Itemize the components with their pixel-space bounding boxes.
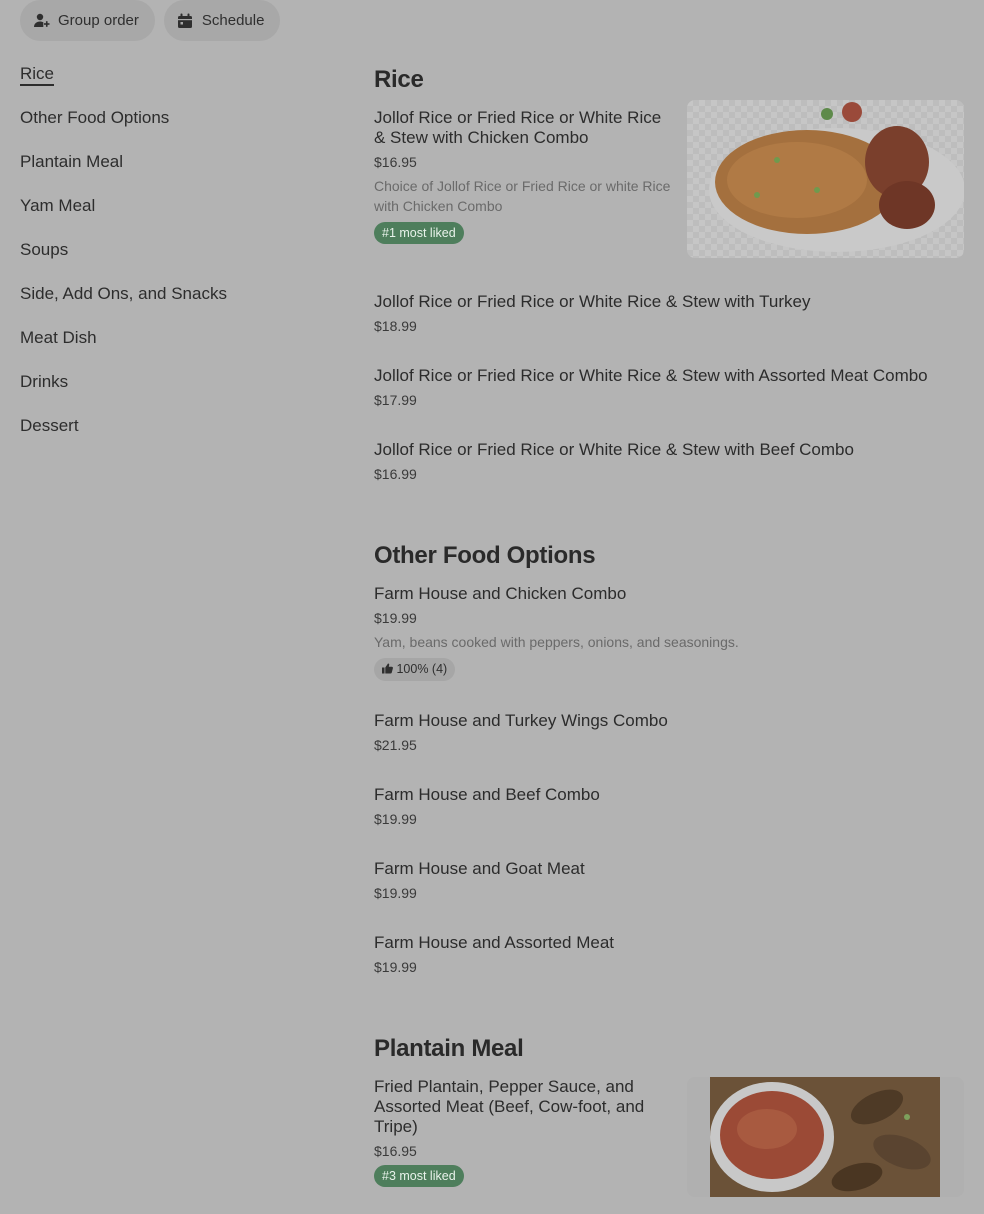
item-name: Farm House and Beef Combo <box>374 785 600 804</box>
schedule-button[interactable] <box>164 0 281 41</box>
menu-item[interactable] <box>374 440 964 482</box>
section-title-other-food-options: Other Food Options <box>374 542 596 569</box>
group-order-label: Group order <box>58 12 139 29</box>
item-name: Jollof Rice or Fried Rice or White Rice & Stew with Assorted Meat Combo <box>374 366 928 385</box>
item-description: Choice of Jollof Rice or Fried Rice or white Rice with Chicken Combo <box>374 178 671 214</box>
sidebar-item-rice[interactable]: Rice <box>20 62 340 106</box>
sidebar-item-yam-meal[interactable]: Yam Meal <box>20 196 96 215</box>
calendar-icon <box>176 12 194 30</box>
menu-item[interactable] <box>374 584 964 681</box>
schedule-label: Schedule <box>201 12 265 29</box>
item-image <box>687 1077 964 1197</box>
item-price: $21.95 <box>374 737 417 753</box>
item-price: $19.99 <box>374 959 417 975</box>
item-price: $19.99 <box>374 811 417 827</box>
menu-item[interactable] <box>374 108 964 258</box>
item-name: Jollof Rice or Fried Rice or White Rice & Stew with Beef Combo <box>374 440 854 459</box>
item-price: $16.99 <box>374 466 417 482</box>
menu-item[interactable] <box>374 711 964 753</box>
rating-value: 100% (4) <box>396 662 448 676</box>
menu-item[interactable] <box>374 785 964 827</box>
item-price: $16.95 <box>374 1143 417 1159</box>
item-name: Farm House and Assorted Meat <box>374 933 615 952</box>
sidebar-item-sides[interactable]: Side, Add Ons, and Snacks <box>20 284 227 303</box>
item-name: Farm House and Chicken Combo <box>374 584 627 603</box>
item-price: $17.99 <box>374 392 417 408</box>
item-name: Farm House and Turkey Wings Combo <box>374 711 668 730</box>
sidebar-item-meat-dish[interactable]: Meat Dish <box>20 328 97 347</box>
menu-item[interactable] <box>374 933 964 975</box>
menu-item[interactable] <box>374 366 964 408</box>
category-nav <box>20 62 340 458</box>
rating-badge <box>374 658 455 681</box>
sidebar-item-drinks[interactable]: Drinks <box>20 372 69 391</box>
item-image <box>687 100 964 258</box>
item-price: $16.95 <box>374 154 417 170</box>
sidebar-item-other-food-options[interactable]: Other Food Options <box>20 108 170 127</box>
menu-item[interactable] <box>374 292 964 334</box>
item-price: $18.99 <box>374 318 417 334</box>
item-price: $19.99 <box>374 885 417 901</box>
sidebar-item-plantain-meal[interactable]: Plantain Meal <box>20 152 124 171</box>
sidebar-item-soups[interactable]: Soups <box>20 240 69 259</box>
item-price: $19.99 <box>374 610 417 626</box>
item-description: Yam, beans cooked with peppers, onions, and seasonings. <box>374 634 739 650</box>
group-order-button[interactable] <box>20 0 155 41</box>
item-name: Jollof Rice or Fried Rice or White Rice & Stew with Turkey <box>374 292 811 311</box>
section-title-plantain-meal: Plantain Meal <box>374 1035 524 1062</box>
sidebar-item-dessert[interactable]: Dessert <box>20 416 79 435</box>
add-person-icon <box>32 12 50 30</box>
menu-content <box>374 62 964 1197</box>
item-name: Jollof Rice or Fried Rice or White Rice & Stew with Chicken Combo <box>374 108 662 147</box>
section-title-rice: Rice <box>374 66 424 93</box>
item-name: Fried Plantain, Pepper Sauce, and Assorted Meat (Beef, Cow-foot, and Tripe) <box>374 1077 645 1136</box>
thumbs-up-icon <box>382 663 393 677</box>
most-liked-badge: #1 most liked <box>374 222 464 244</box>
most-liked-badge: #3 most liked <box>374 1165 464 1187</box>
menu-item[interactable] <box>374 859 964 901</box>
item-name: Farm House and Goat Meat <box>374 859 585 878</box>
menu-item[interactable] <box>374 1077 964 1197</box>
top-actions <box>20 0 280 41</box>
